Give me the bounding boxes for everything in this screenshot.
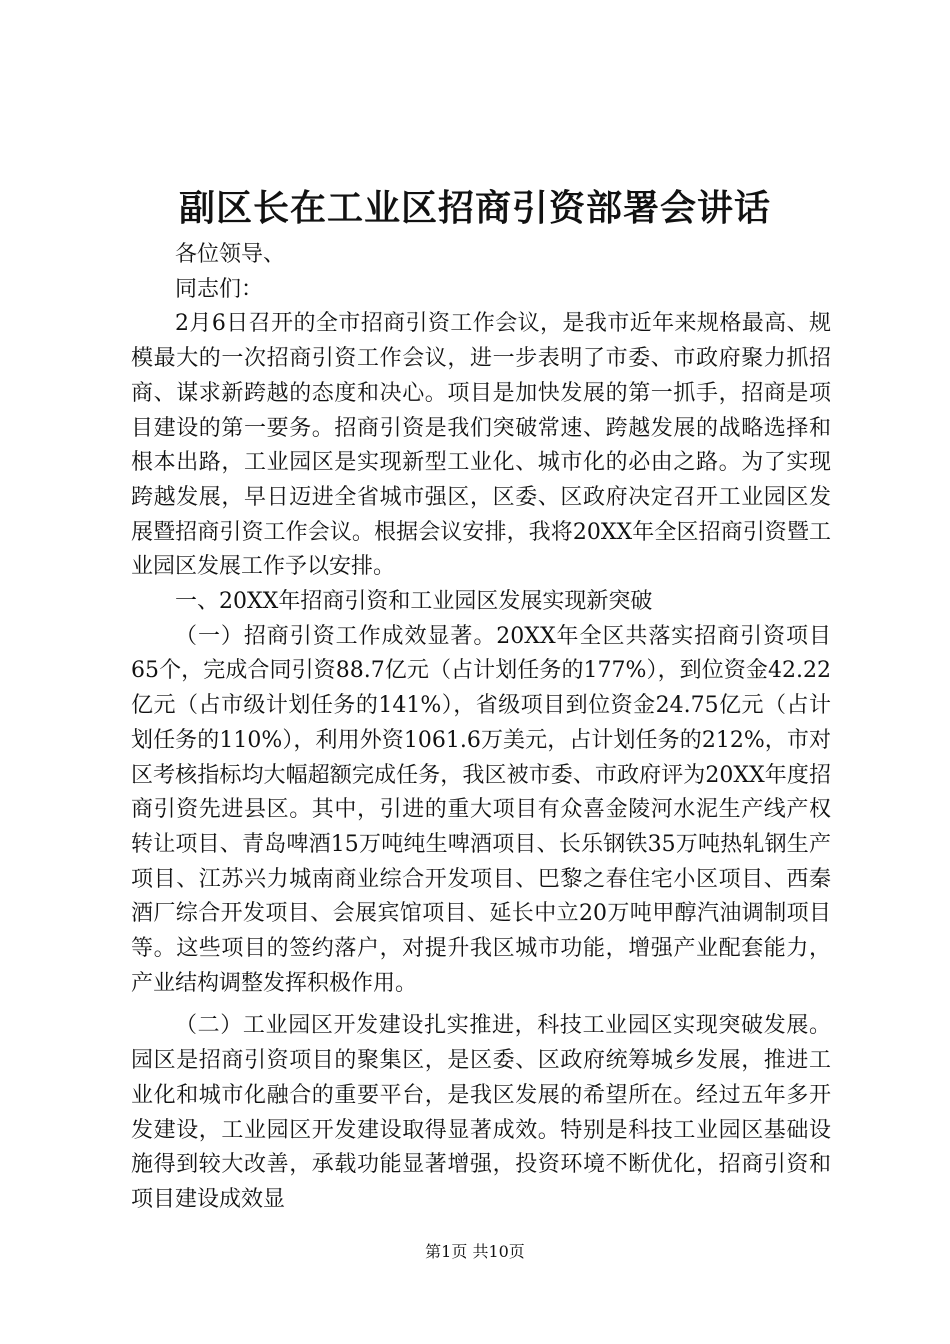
document-body [131, 238, 831, 1218]
body-paragraph: 2月6日召开的全市招商引资工作会议，是我市近年来规格最高、规模最大的一次招商引资工作会议，进一步表明了市委、市政府聚力抓招商、谋求新跨越的态度和决心。项目是加快发展的第一抓手，招商是项目建设的第一要务。招商引资是我们突破常速、跨越发展的战略选择和根本出路，工业园区是实现新型工业化、城市化的必由之路。为了实现跨越发展，早日迈进全省城市强区，区委、区政府决定召开工业园区发展暨招商引资工作会议。根据会议安排，我将20XX年全区招商引资暨工业园区发展工作予以安排。 [131, 311, 831, 580]
salutation-line: 同志们： [175, 276, 264, 302]
page-number: 第1页 共10页 [425, 1242, 525, 1261]
salutation-line: 各位领导、 [175, 242, 286, 267]
document-title: 副区长在工业区招商引资部署会讲话 [178, 188, 771, 229]
body-paragraph: （一）招商引资工作成效显著。20XX年全区共落实招商引资项目65个，完成合同引资88.7亿元（占计划任务的177%），到位资金42.22亿元（占市级计划任务的141%），省级项目到位资金24.75亿元（占计划任务的110%），利用外资1061.6万美元，占计划任务的212%，市对区考核指标均大幅超额完成任务，我区被市委、市政府评为20XX年度招商引资先进县区。其中，引进的重大项目有众喜金陵河水泥生产线产权转让项目、青岛啤酒15万吨纯生啤酒项目、长乐钢铁35万吨热轧钢生产项目、江苏兴力城南商业综合开发项目、巴黎之春住宅小区项目、西秦酒厂综合开发项目、会展宾馆项目、延长中立20万吨甲醇汽油调制项目等。这些项目的签约落户，对提升我区城市功能，增强产业配套能力，产业结构调整发挥积极作用。 [131, 623, 831, 996]
body-paragraph: （二）工业园区开发建设扎实推进，科技工业园区实现突破发展。园区是招商引资项目的聚集区，是区委、区政府统筹城乡发展，推进工业化和城市化融合的重要平台，是我区发展的希望所在。经过五年多开发建设，工业园区开发建设取得显著成效。特别是科技工业园区基础设施得到较大改善，承载功能显著增强，投资环境不断优化，招商引资和项目建设成效显 [131, 1013, 831, 1212]
section-heading: 一、20XX年招商引资和工业园区发展实现新突破 [175, 589, 653, 615]
